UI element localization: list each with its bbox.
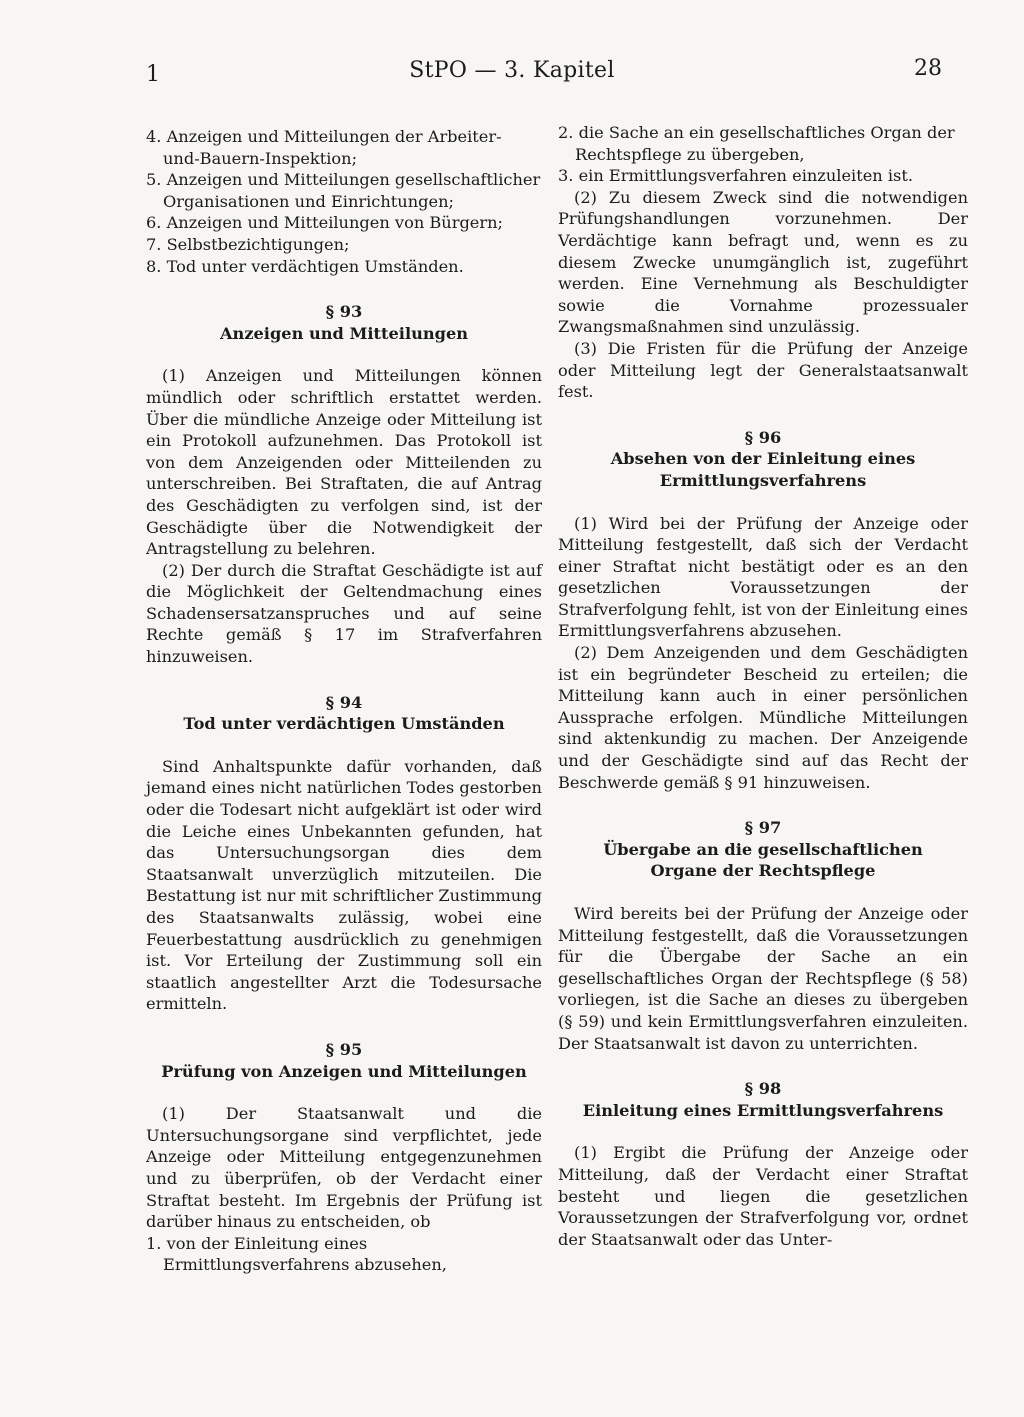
paragraph: Sind Anhaltspunkte dafür vorhanden, daß jemand eines nicht natürlichen Todes gestorben oder die Todesart nicht aufgeklärt ist oder wird die Leiche eines Unbekannten gefunden, hat das Untersuchungsorgan dies dem Staatsanwalt unverzüglich mitzuteilen. Die Bestattung ist nur mit schriftlicher Zustimmung des Staatsanwalts zulässig, wobei eine Feuerbestattung ausdrücklich zu genehmigen ist. Vor Erteilung der Zustimmung soll ein staatlich angestellter Arzt die Todesursache ermitteln.	[146, 756, 542, 1014]
section-number: § 97	[744, 818, 782, 838]
list-item: 6. Anzeigen und Mitteilungen von Bürgern;	[146, 213, 504, 233]
section-number: § 98	[744, 1079, 782, 1099]
section-title: Anzeigen und Mitteilungen	[219, 323, 469, 343]
section-title: Einleitung eines Ermittlungsverfahrens	[582, 1100, 944, 1120]
section-title: Tod unter verdächtigen Umständen	[183, 714, 505, 734]
list-item: 8. Tod unter verdächtigen Umständen.	[146, 256, 464, 276]
paragraph: Wird bereits bei der Prüfung der Anzeige oder Mitteilung festgestellt, daß die Voraussetzungen für die Übergabe der Sache an ein gesellschaftliches Organ der Rechtspflege (§ 58) vorliegen, ist die Sache an dieses zu übergeben (§ 59) und kein Ermittlungsverfahren einzuleiten. Der Staatsanwalt ist davon zu unterrichten.	[558, 904, 968, 1053]
list-item: 1. von der Einleitung eines Ermittlungsverfahrens abzusehen,	[146, 1233, 447, 1275]
right-column	[558, 122, 968, 1250]
paragraph: (3) Die Fristen für die Prüfung der Anzeige oder Mitteilung legt der Generalstaatsanwalt fest.	[558, 338, 968, 402]
list-item: 7. Selbstbezichtigungen;	[146, 234, 350, 254]
left-column	[146, 122, 542, 1276]
list-item: 2. die Sache an ein gesellschaftliches Organ der Rechtspflege zu übergeben,	[558, 123, 955, 164]
paragraph: (1) Der Staatsanwalt und die Untersuchungsorgane sind verpflichtet, jede Anzeige oder Mitteilung entgegenzunehmen und zu überprüfen, ob der Verdacht einer Straftat besteht. Im Ergebnis der Prüfung ist darüber hinaus zu entscheiden, ob	[146, 1104, 542, 1232]
paragraph: (1) Ergibt die Prüfung der Anzeige oder Mitteilung, daß der Verdacht einer Straftat besteht und liegen die gesetzlichen Voraussetzungen der Strafverfolgung vor, ordnet der Staatsanwalt oder das Unter-	[558, 1143, 968, 1249]
section-title: Prüfung von Anzeigen und Mitteilungen	[161, 1061, 527, 1081]
running-header-title: StPO — 3. Kapitel	[409, 58, 615, 83]
section-number: § 93	[325, 302, 363, 322]
page-number: 28	[914, 56, 942, 81]
paragraph: (2) Zu diesem Zweck sind die notwendigen Prüfungshandlungen vorzunehmen. Der Verdächtige kann befragt und, wenn es zu diesem Zwecke unumgänglich ist, zugeführt werden. Eine Vernehmung als Beschuldigter sowie die Vornahme prozessualer Zwangsmaßnahmen sind unzulässig.	[558, 187, 968, 337]
section-number: § 96	[744, 427, 782, 447]
paragraph: (2) Dem Anzeigenden und dem Geschädigten ist ein begründeter Bescheid zu erteilen; die Mitteilung kann auch in einer persönlichen Aussprache erfolgen. Mündliche Mitteilungen sind aktenkundig zu machen. Der Anzeigende und der Geschädigte sind auf das Recht der Beschwerde gemäß § 91 hinzuweisen.	[558, 643, 968, 792]
list-item: 4. Anzeigen und Mitteilungen der Arbeiter- und-Bauern-Inspektion;	[146, 127, 502, 168]
paragraph: (2) Der durch die Straftat Geschädigte ist auf die Möglichkeit der Geltendmachung eines Schadensersatzanspruches und auf seine Rechte gemäß § 17 im Strafverfahren hinzuweisen.	[146, 560, 542, 667]
section-title: Übergabe an die gesellschaftlichen Organe der Rechtspflege	[603, 839, 923, 881]
section-title: Absehen von der Einleitung eines Ermittlungsverfahrens	[610, 449, 916, 490]
list-item: 3. ein Ermittlungsverfahren einzuleiten ist.	[558, 166, 913, 186]
paragraph: (1) Anzeigen und Mitteilungen können mündlich oder schriftlich erstattet werden. Über die mündliche Anzeige oder Mitteilung ist ein Protokoll aufzunehmen. Das Protokoll ist von dem Anzeigenden oder Mitteilenden zu unterschreiben. Bei Straftaten, die auf Antrag des Geschädigten zu verfolgen sind, ist der Geschädigte über die Notwendigkeit der Antragstellung zu belehren.	[146, 366, 542, 559]
section-number: § 95	[325, 1039, 363, 1059]
paragraph: (1) Wird bei der Prüfung der Anzeige oder Mitteilung festgestellt, daß sich der Verdacht einer Straftat nicht bestätigt oder es an den gesetzlichen Voraussetzungen der Strafverfolgung fehlt, ist von der Einleitung eines Ermittlungsverfahrens abzusehen.	[558, 513, 968, 641]
list-item: 5. Anzeigen und Mitteilungen gesellschaftlicher Organisationen und Einrichtungen;	[146, 170, 541, 211]
section-number: § 94	[325, 692, 363, 712]
chapter-number: 1	[146, 62, 160, 87]
